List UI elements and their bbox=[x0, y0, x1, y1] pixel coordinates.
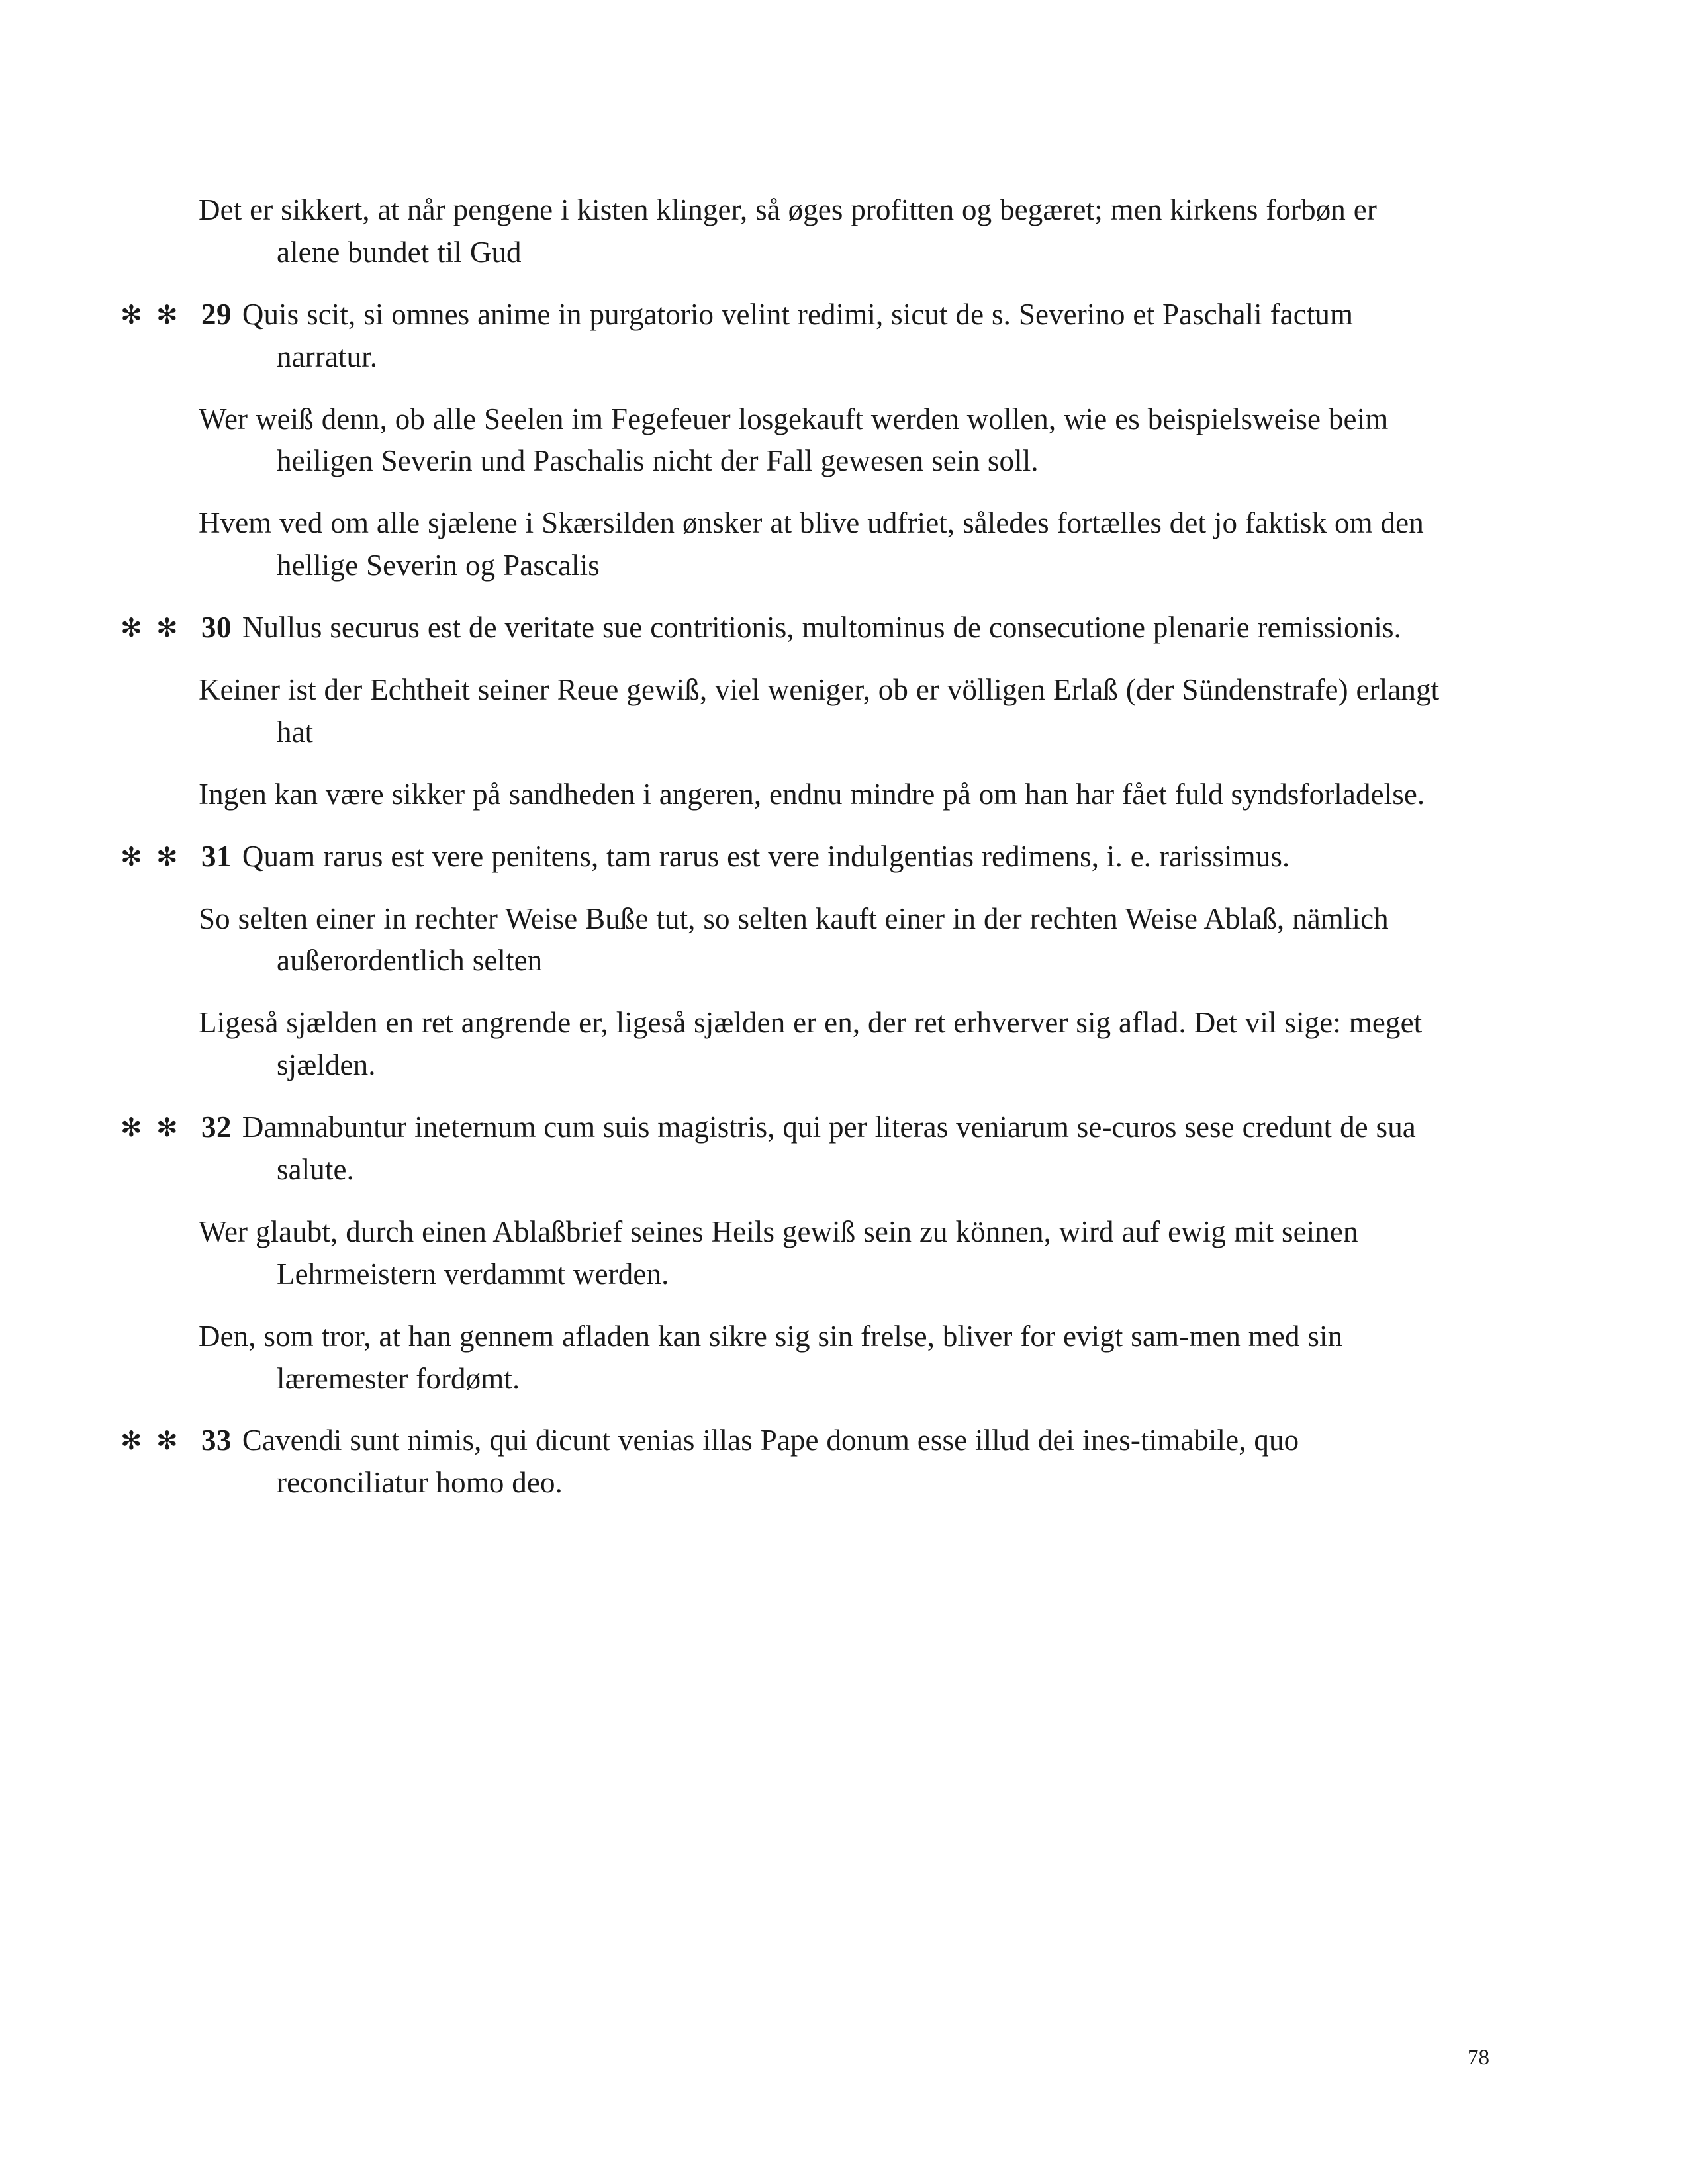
thesis-text: Nullus securus est de veritate sue contritionis, multominus de consecutione plenarie remissionis. bbox=[242, 611, 1401, 645]
translation-text: Wer glaubt, durch einen Ablaßbrief seines Heils gewiß sein zu können, wird auf ewig mit seinen Lehrmeistern verdammt werden. bbox=[199, 1214, 1358, 1291]
page-text-block bbox=[120, 189, 1443, 1504]
translation-text: Wer weiß denn, ob alle Seelen im Fegefeuer losgekauft werden wollen, wie es beispielsweise beim heiligen Severin und Paschalis nicht der Fall gewesen sein soll. bbox=[199, 402, 1389, 478]
page-number: 78 bbox=[1468, 2046, 1489, 2070]
translation-text: Det er sikkert, at når pengene i kisten klinger, så øges profitten og begæret; men kirkens forbøn er alene bundet til Gud bbox=[199, 193, 1377, 269]
translation-text: Ingen kan være sikker på sandheden i angeren, endnu mindre på om han har fået fuld syndsforladelse. bbox=[199, 777, 1425, 811]
translation-text: So selten einer in rechter Weise Buße tut, so selten kauft einer in der rechten Weise Ablaß, nämlich außerordentlich selten bbox=[199, 901, 1389, 978]
thesis-number: 33 bbox=[201, 1424, 232, 1457]
thesis-text: Quam rarus est vere penitens, tam rarus est vere indulgentias redimens, i. e. rarissimus. bbox=[242, 839, 1290, 873]
thesis-number-marker: ✻ 32✻ bbox=[199, 1111, 234, 1144]
translation-paragraph bbox=[199, 502, 1443, 587]
thesis-text: Quis scit, si omnes anime in purgatorio velint redimi, sicut de s. Severino et Paschali factum narratur. bbox=[242, 297, 1354, 373]
thesis-paragraph bbox=[120, 294, 1443, 379]
thesis-text: Cavendi sunt nimis, qui dicunt venias illas Pape donum esse illud dei ines-timabile, quo reconciliatur homo deo. bbox=[242, 1424, 1299, 1500]
translation-text: Hvem ved om alle sjælene i Skærsilden ønsker at blive udfriet, således fortælles det jo faktisk om den hellige Severin og Pascalis bbox=[199, 506, 1424, 582]
translation-paragraph bbox=[199, 1002, 1443, 1087]
translation-text: Keiner ist der Echtheit seiner Reue gewiß, viel weniger, ob er völligen Erlaß (der Sündenstrafe) erlangt hat bbox=[199, 673, 1440, 749]
translation-paragraph bbox=[199, 398, 1443, 483]
translation-paragraph bbox=[199, 189, 1443, 274]
thesis-paragraph bbox=[120, 1420, 1443, 1504]
translation-paragraph bbox=[199, 774, 1443, 816]
translation-paragraph bbox=[199, 669, 1443, 754]
thesis-paragraph bbox=[120, 1107, 1443, 1191]
thesis-number-marker: ✻ 33✻ bbox=[199, 1424, 234, 1457]
thesis-number: 31 bbox=[201, 839, 232, 873]
thesis-paragraph bbox=[120, 836, 1443, 878]
thesis-number-marker: ✻ 30✻ bbox=[199, 611, 234, 644]
thesis-number-marker: ✻ 31✻ bbox=[199, 840, 234, 873]
thesis-text: Damnabuntur ineternum cum suis magistris, qui per literas veniarum se-curos sese credunt de sua salute. bbox=[242, 1111, 1416, 1187]
thesis-number: 29 bbox=[201, 297, 232, 331]
thesis-number: 32 bbox=[201, 1111, 232, 1144]
translation-paragraph bbox=[199, 1211, 1443, 1296]
translation-paragraph bbox=[199, 1316, 1443, 1400]
thesis-number-marker: ✻ 29✻ bbox=[199, 298, 234, 331]
translation-text: Den, som tror, at han gennem afladen kan sikre sig sin frelse, bliver for evigt sam-men med sin læremester fordømt. bbox=[199, 1319, 1343, 1395]
translation-text: Ligeså sjælden en ret angrende er, ligeså sjælden er en, der ret erhverver sig aflad. Det vil sige: meget sjælden. bbox=[199, 1006, 1423, 1082]
thesis-paragraph bbox=[120, 607, 1443, 649]
thesis-number: 30 bbox=[201, 611, 232, 645]
translation-paragraph bbox=[199, 898, 1443, 983]
